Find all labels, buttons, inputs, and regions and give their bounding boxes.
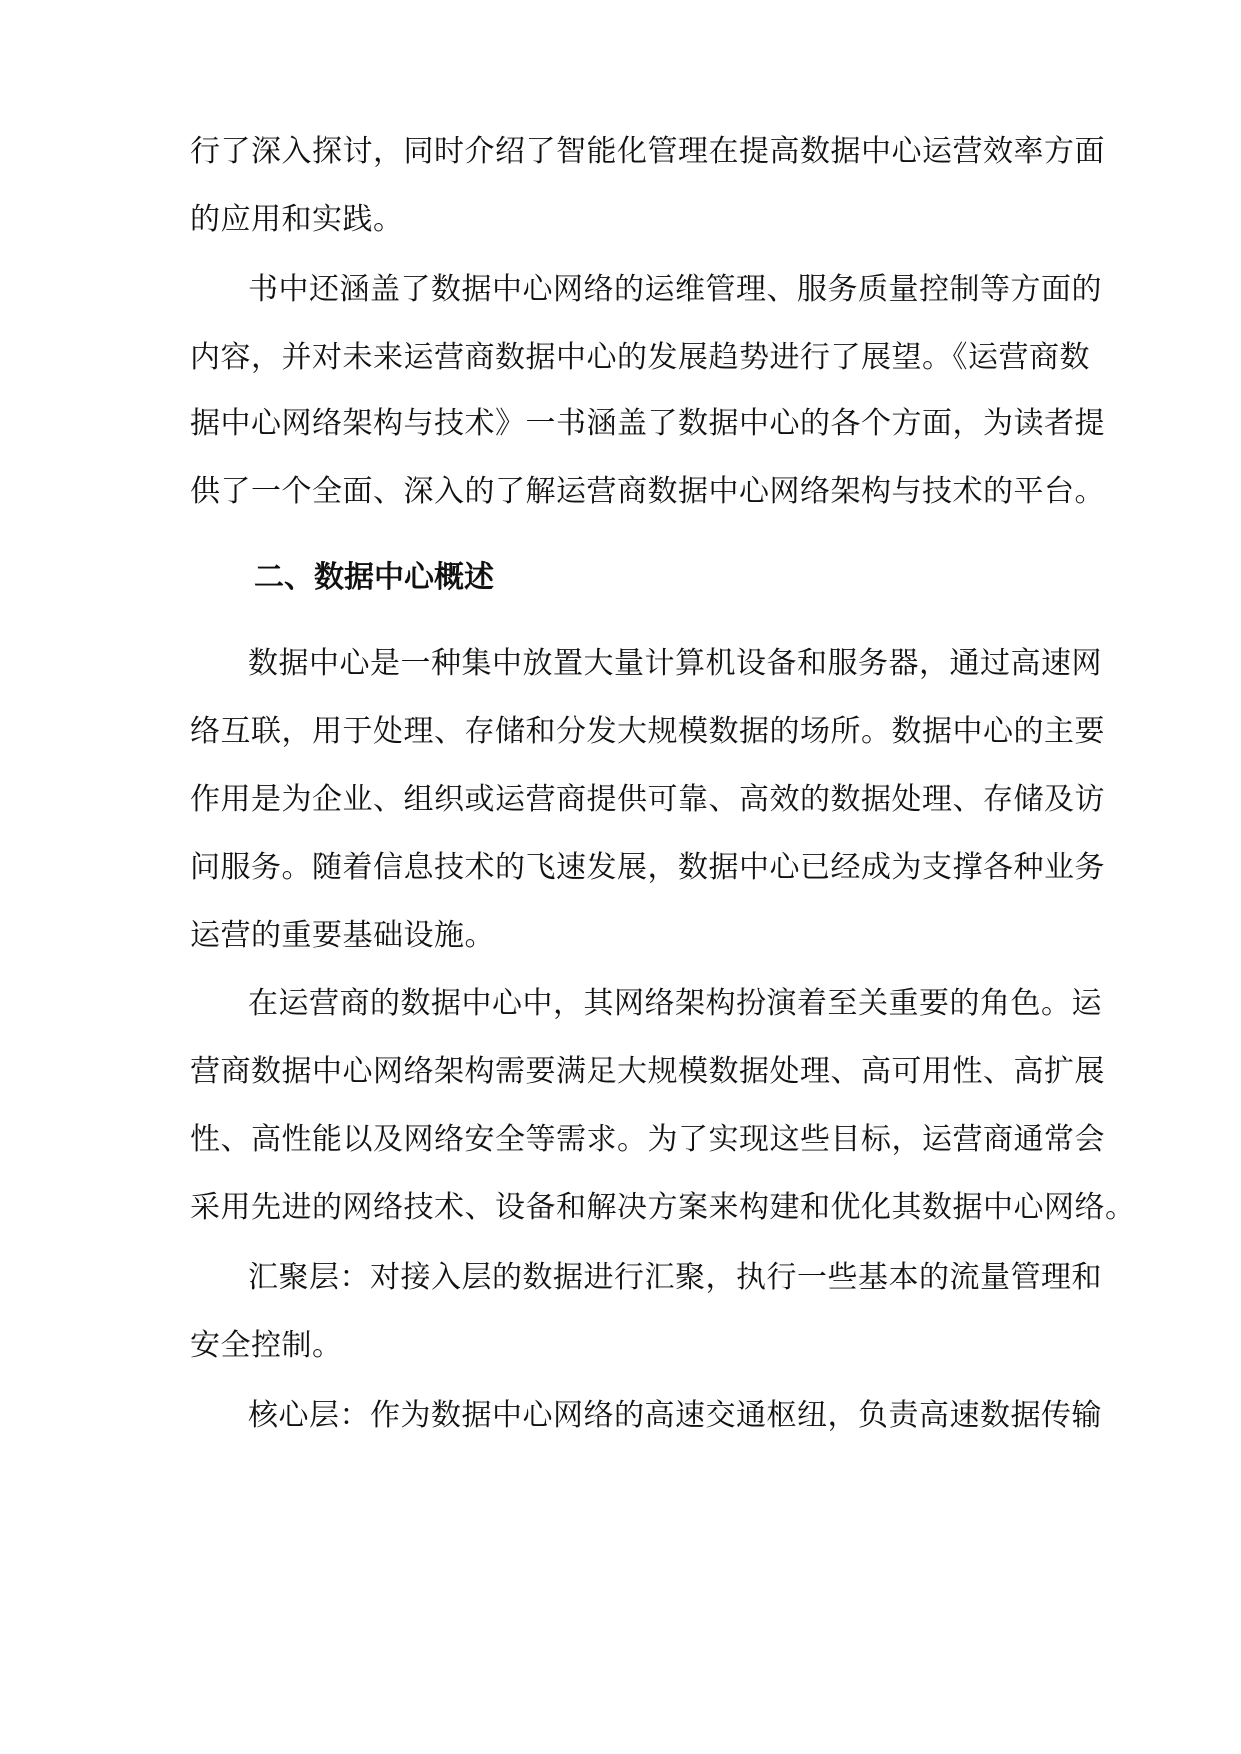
paragraph-line: 性、高性能以及网络安全等需求。为了实现这些目标，运营商通常会 <box>190 1122 1105 1157</box>
paragraph-line: 运营的重要基础设施。 <box>190 918 495 953</box>
paragraph-line: 营商数据中心网络架构需要满足大规模数据处理、高可用性、高扩展 <box>190 1054 1105 1089</box>
paragraph-line: 的应用和实践。 <box>190 202 404 237</box>
paragraph-line: 供了一个全面、深入的了解运营商数据中心网络架构与技术的平台。 <box>190 474 1105 509</box>
paragraph-line: 问服务。随着信息技术的飞速发展，数据中心已经成为支撑各种业务 <box>190 850 1105 885</box>
paragraph-line: 行了深入探讨，同时介绍了智能化管理在提高数据中心运营效率方面 <box>190 134 1105 169</box>
paragraph-line: 采用先进的网络技术、设备和解决方案来构建和优化其数据中心网络。 <box>190 1190 1136 1225</box>
paragraph-line: 在运营商的数据中心中，其网络架构扮演着至关重要的角色。运 <box>248 986 1102 1021</box>
paragraph-line: 内容，并对未来运营商数据中心的发展趋势进行了展望。《运营商数 <box>190 340 1090 375</box>
paragraph-line: 数据中心是一种集中放置大量计算机设备和服务器，通过高速网 <box>248 646 1102 681</box>
paragraph-line: 络互联，用于处理、存储和分发大规模数据的场所。数据中心的主要 <box>190 714 1105 749</box>
paragraph-line: 作用是为企业、组织或运营商提供可靠、高效的数据处理、存储及访 <box>190 782 1105 817</box>
paragraph-line: 核心层：作为数据中心网络的高速交通枢纽，负责高速数据传输 <box>248 1398 1102 1433</box>
paragraph-line: 汇聚层：对接入层的数据进行汇聚，执行一些基本的流量管理和 <box>248 1260 1102 1295</box>
paragraph-line: 安全控制。 <box>190 1328 343 1363</box>
paragraph-line: 书中还涵盖了数据中心网络的运维管理、服务质量控制等方面的 <box>248 272 1102 307</box>
paragraph-line: 据中心网络架构与技术》一书涵盖了数据中心的各个方面，为读者提 <box>190 406 1105 441</box>
section-heading: 二、数据中心概述 <box>254 560 494 595</box>
